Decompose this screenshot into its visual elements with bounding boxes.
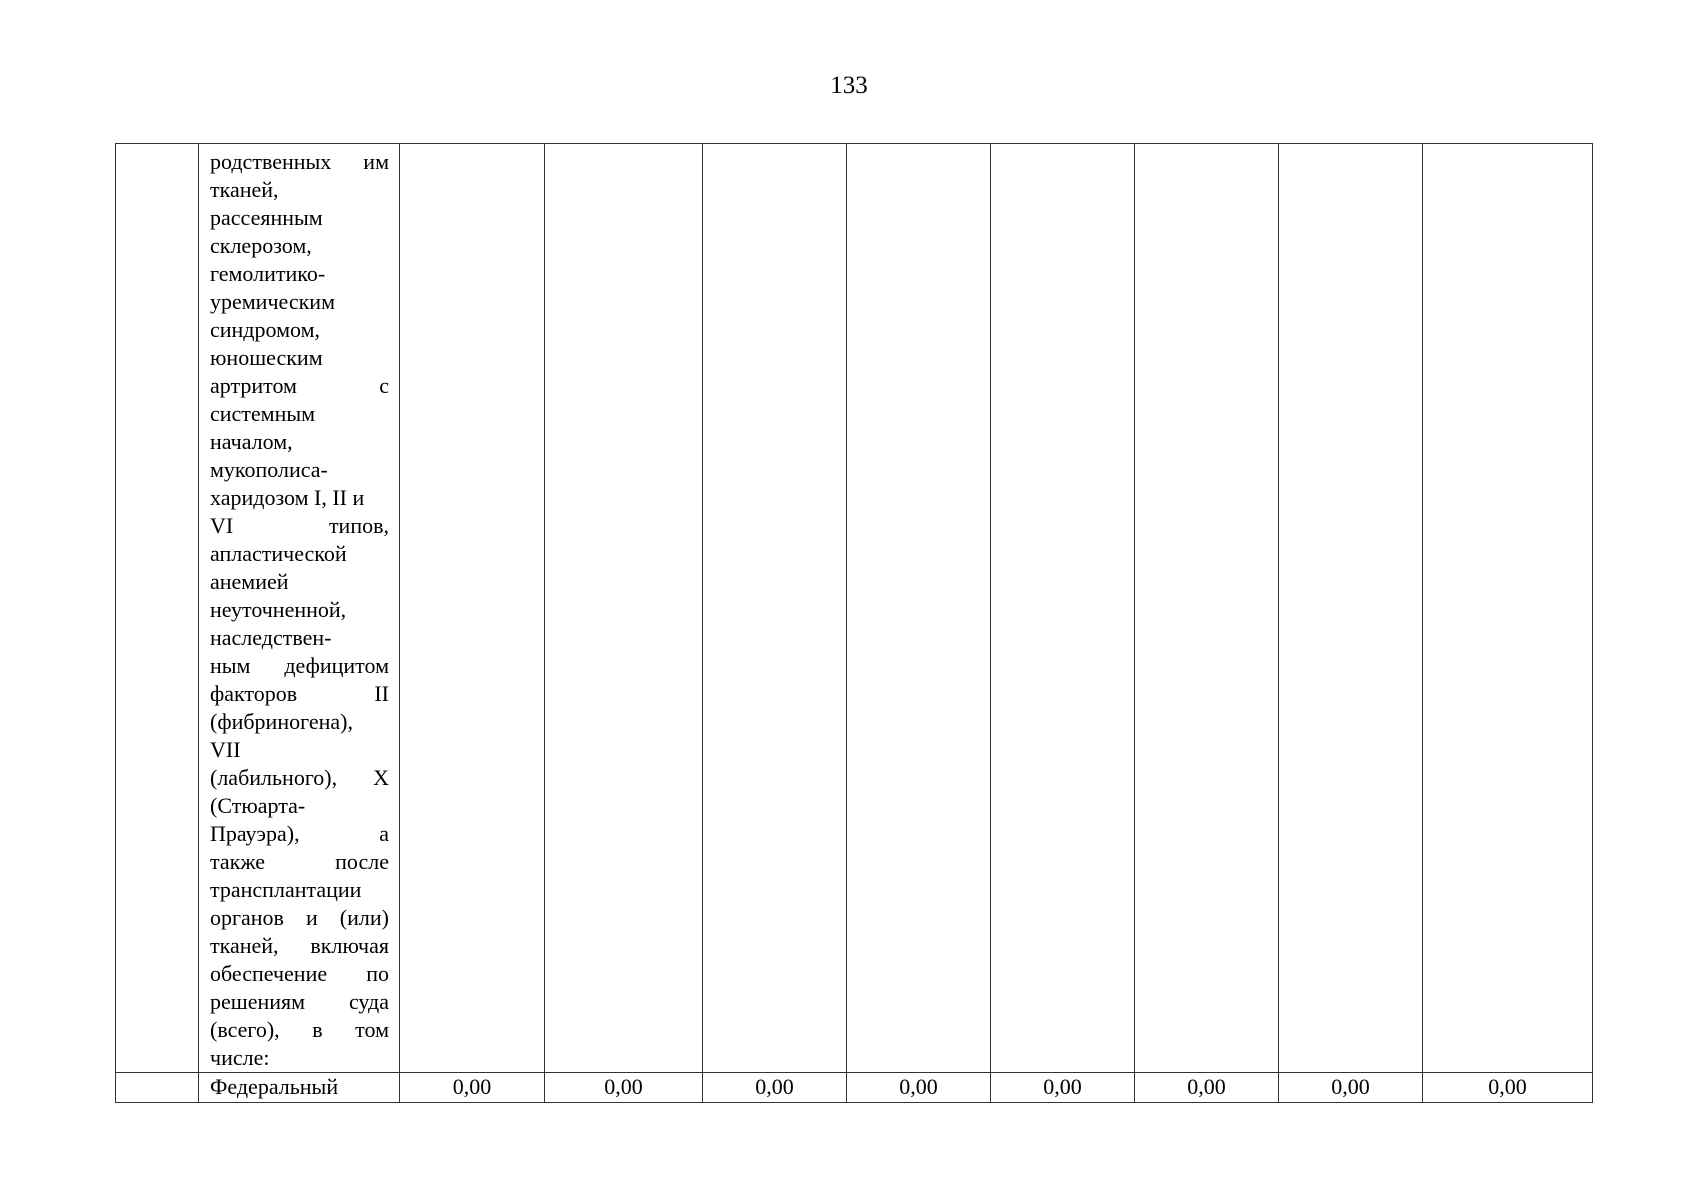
value-cell: 0,00 bbox=[545, 1073, 703, 1103]
value-cell: 0,00 bbox=[1423, 1073, 1593, 1103]
description-line: Прауэра), а bbox=[210, 821, 389, 846]
description-line: (фибриногена), bbox=[210, 709, 353, 734]
description-line: синдромом, bbox=[210, 317, 321, 342]
description-line: тканей, включая bbox=[210, 933, 389, 958]
description-line: VII bbox=[210, 737, 241, 762]
empty-cell bbox=[703, 144, 847, 1073]
description-line: также после bbox=[210, 849, 389, 874]
description-cell bbox=[199, 144, 400, 1073]
empty-cell bbox=[1135, 144, 1279, 1073]
description-line: мукополиса- bbox=[210, 457, 328, 482]
value-cell: 0,00 bbox=[703, 1073, 847, 1103]
description-line: гемолитико- bbox=[210, 261, 326, 286]
description-line: тканей, bbox=[210, 177, 279, 202]
data-table bbox=[115, 143, 1593, 1103]
description-line: (всего), в том bbox=[210, 1017, 389, 1042]
empty-cell bbox=[847, 144, 991, 1073]
table-row-federal bbox=[116, 1073, 1593, 1103]
description-line: ным дефицитом bbox=[210, 653, 389, 678]
description-line: юношеским bbox=[210, 345, 323, 370]
empty-cell bbox=[116, 144, 199, 1073]
empty-cell bbox=[1279, 144, 1423, 1073]
description-line: наследствен- bbox=[210, 625, 332, 650]
description-line: харидозом I, II и bbox=[210, 485, 365, 510]
description-line: артритом с bbox=[210, 373, 389, 398]
description-line: склерозом, bbox=[210, 233, 312, 258]
value-cell: 0,00 bbox=[847, 1073, 991, 1103]
empty-cell bbox=[116, 1073, 199, 1103]
description-line: решениям суда bbox=[210, 989, 389, 1014]
description-line: уремическим bbox=[210, 289, 335, 314]
empty-cell bbox=[991, 144, 1135, 1073]
description-line: VI типов, bbox=[210, 513, 389, 538]
description-line: началом, bbox=[210, 429, 293, 454]
description-line: апластической bbox=[210, 541, 347, 566]
value-cell: 0,00 bbox=[1279, 1073, 1423, 1103]
description-line: неуточненной, bbox=[210, 597, 347, 622]
description-line: анемией bbox=[210, 569, 289, 594]
empty-cell bbox=[1423, 144, 1593, 1073]
description-line: системным bbox=[210, 401, 316, 426]
row-label: Федеральный bbox=[199, 1073, 400, 1103]
description-text bbox=[210, 148, 389, 1072]
empty-cell bbox=[545, 144, 703, 1073]
description-line: рассеянным bbox=[210, 205, 323, 230]
description-line: факторов II bbox=[210, 681, 389, 706]
empty-cell bbox=[400, 144, 545, 1073]
description-line: (лабильного), X bbox=[210, 765, 389, 790]
value-cell: 0,00 bbox=[1135, 1073, 1279, 1103]
description-line: трансплантации bbox=[210, 877, 362, 902]
table-row-description bbox=[116, 144, 1593, 1073]
description-line: обеспечение по bbox=[210, 961, 389, 986]
page-number: 133 bbox=[830, 72, 868, 99]
value-cell: 0,00 bbox=[991, 1073, 1135, 1103]
description-line: органов и (или) bbox=[210, 905, 389, 930]
description-line: числе: bbox=[210, 1045, 270, 1070]
description-line: родственных им bbox=[210, 149, 389, 174]
value-cell: 0,00 bbox=[400, 1073, 545, 1103]
description-line: (Стюарта- bbox=[210, 793, 306, 818]
